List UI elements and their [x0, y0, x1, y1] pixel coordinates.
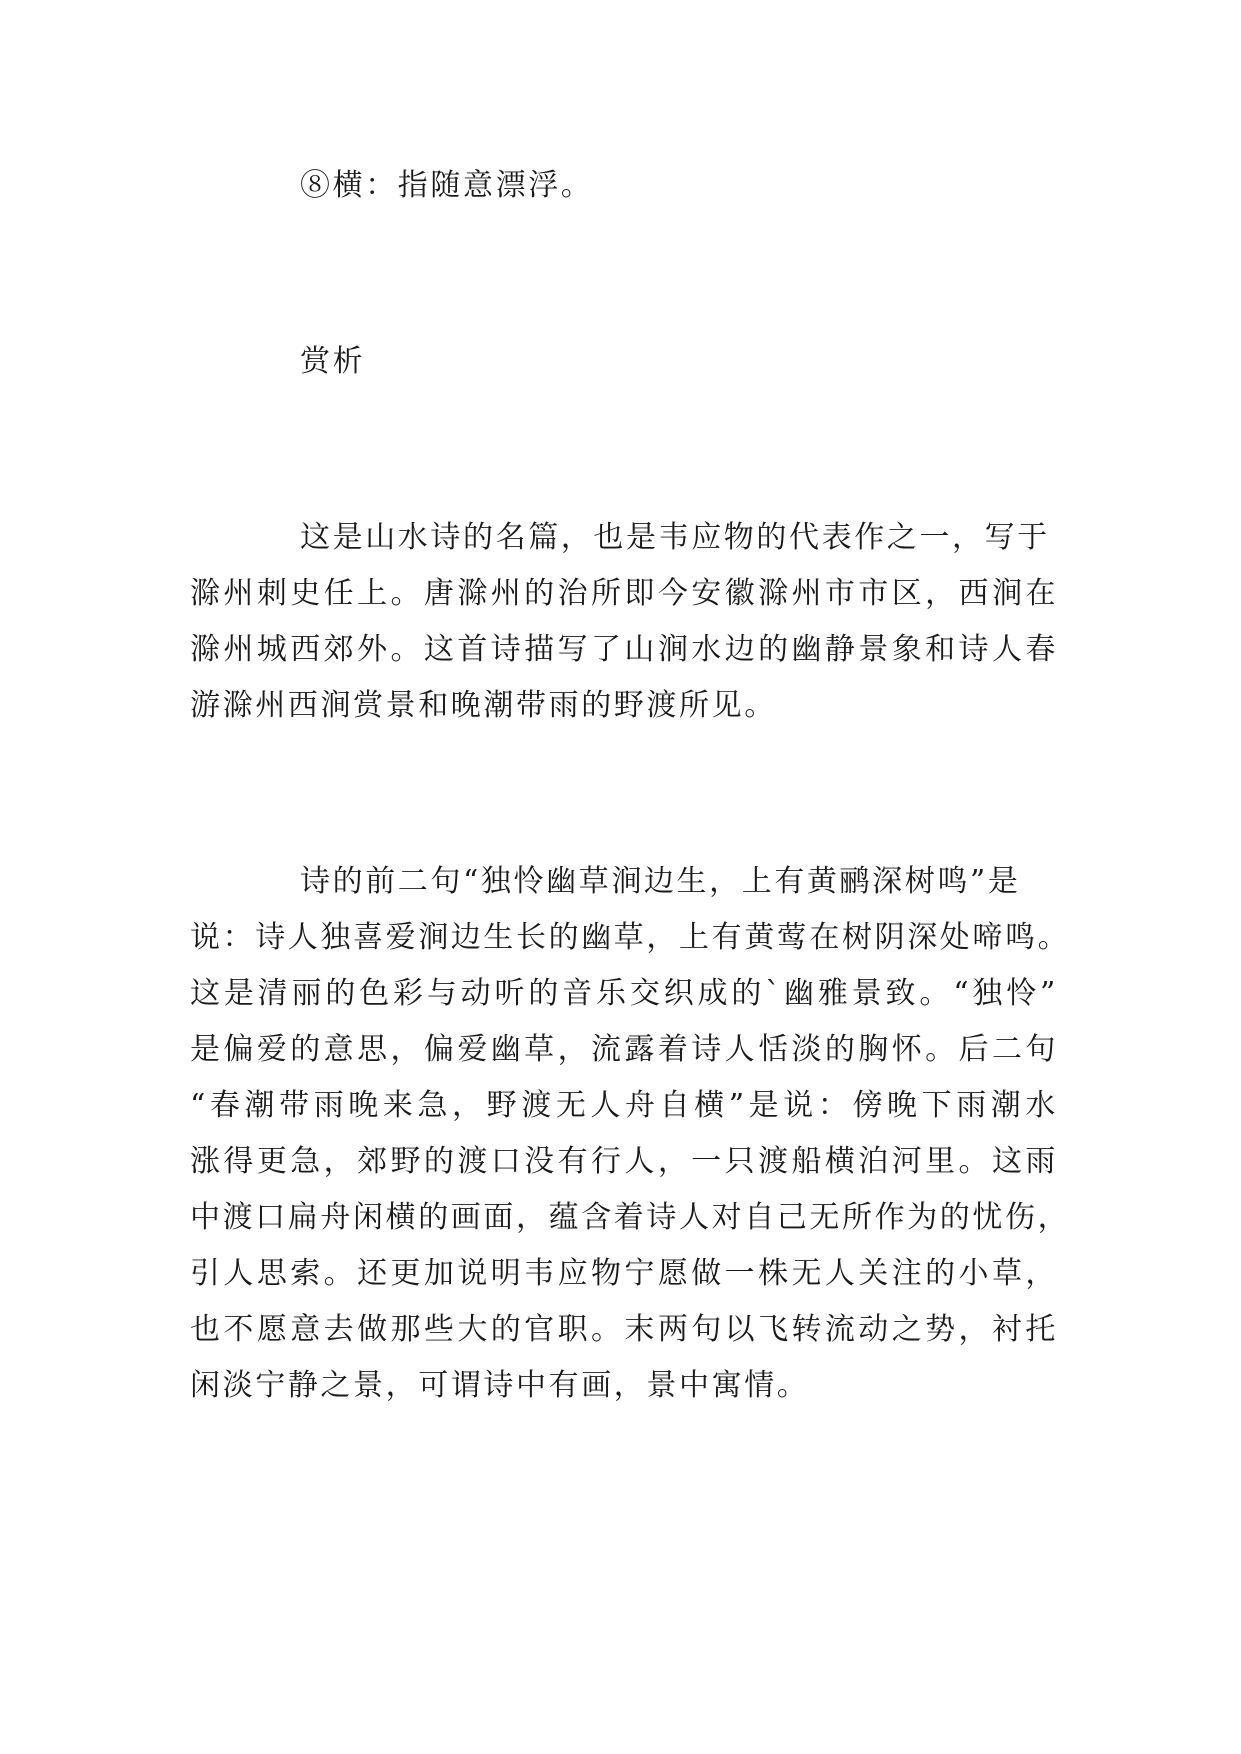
paragraph-line: 这是清丽的色彩与动听的音乐交织成的`幽雅景致。“独怜”	[190, 976, 1058, 1011]
paragraph-line: 滁州城西郊外。这首诗描写了山涧水边的幽静景象和诗人春	[190, 632, 1058, 667]
footnote-8: ⑧横：指随意漂浮。	[300, 168, 594, 203]
section-title: 赏析	[300, 344, 366, 379]
paragraph-line: 涨得更急，郊野的渡口没有行人，一只渡船横泊河里。这雨	[190, 1144, 1058, 1179]
paragraph-line: 是偏爱的意思，偏爱幽草，流露着诗人恬淡的胸怀。后二句	[190, 1032, 1058, 1067]
paragraph-line: 说：诗人独喜爱涧边生长的幽草，上有黄莺在树阴深处啼鸣。	[190, 920, 1071, 955]
paragraph-line: 引人思索。还更加说明韦应物宁愿做一株无人关注的小草，	[190, 1256, 1058, 1291]
paragraph-line: 诗的前二句“独怜幽草涧边生，上有黄鹂深树鸣”是	[300, 864, 1021, 899]
paragraph-line: 滁州刺史任上。唐滁州的治所即今安徽滁州市市区，西涧在	[190, 576, 1058, 611]
paragraph-line: 闲淡宁静之景，可谓诗中有画，景中寓情。	[190, 1368, 810, 1403]
paragraph-line: 游滁州西涧赏景和晚潮带雨的野渡所见。	[190, 688, 777, 723]
paragraph-line: 中渡口扁舟闲横的画面，蕴含着诗人对自己无所作为的忧伤，	[190, 1200, 1071, 1235]
paragraph-line: 也不愿意去做那些大的官职。末两句以飞转流动之势，衬托	[190, 1312, 1058, 1347]
paragraph-line: “春潮带雨晚来急，野渡无人舟自横”是说：傍晚下雨潮水	[190, 1088, 1058, 1123]
paragraph-line: 这是山水诗的名篇，也是韦应物的代表作之一，写于	[300, 520, 1050, 555]
